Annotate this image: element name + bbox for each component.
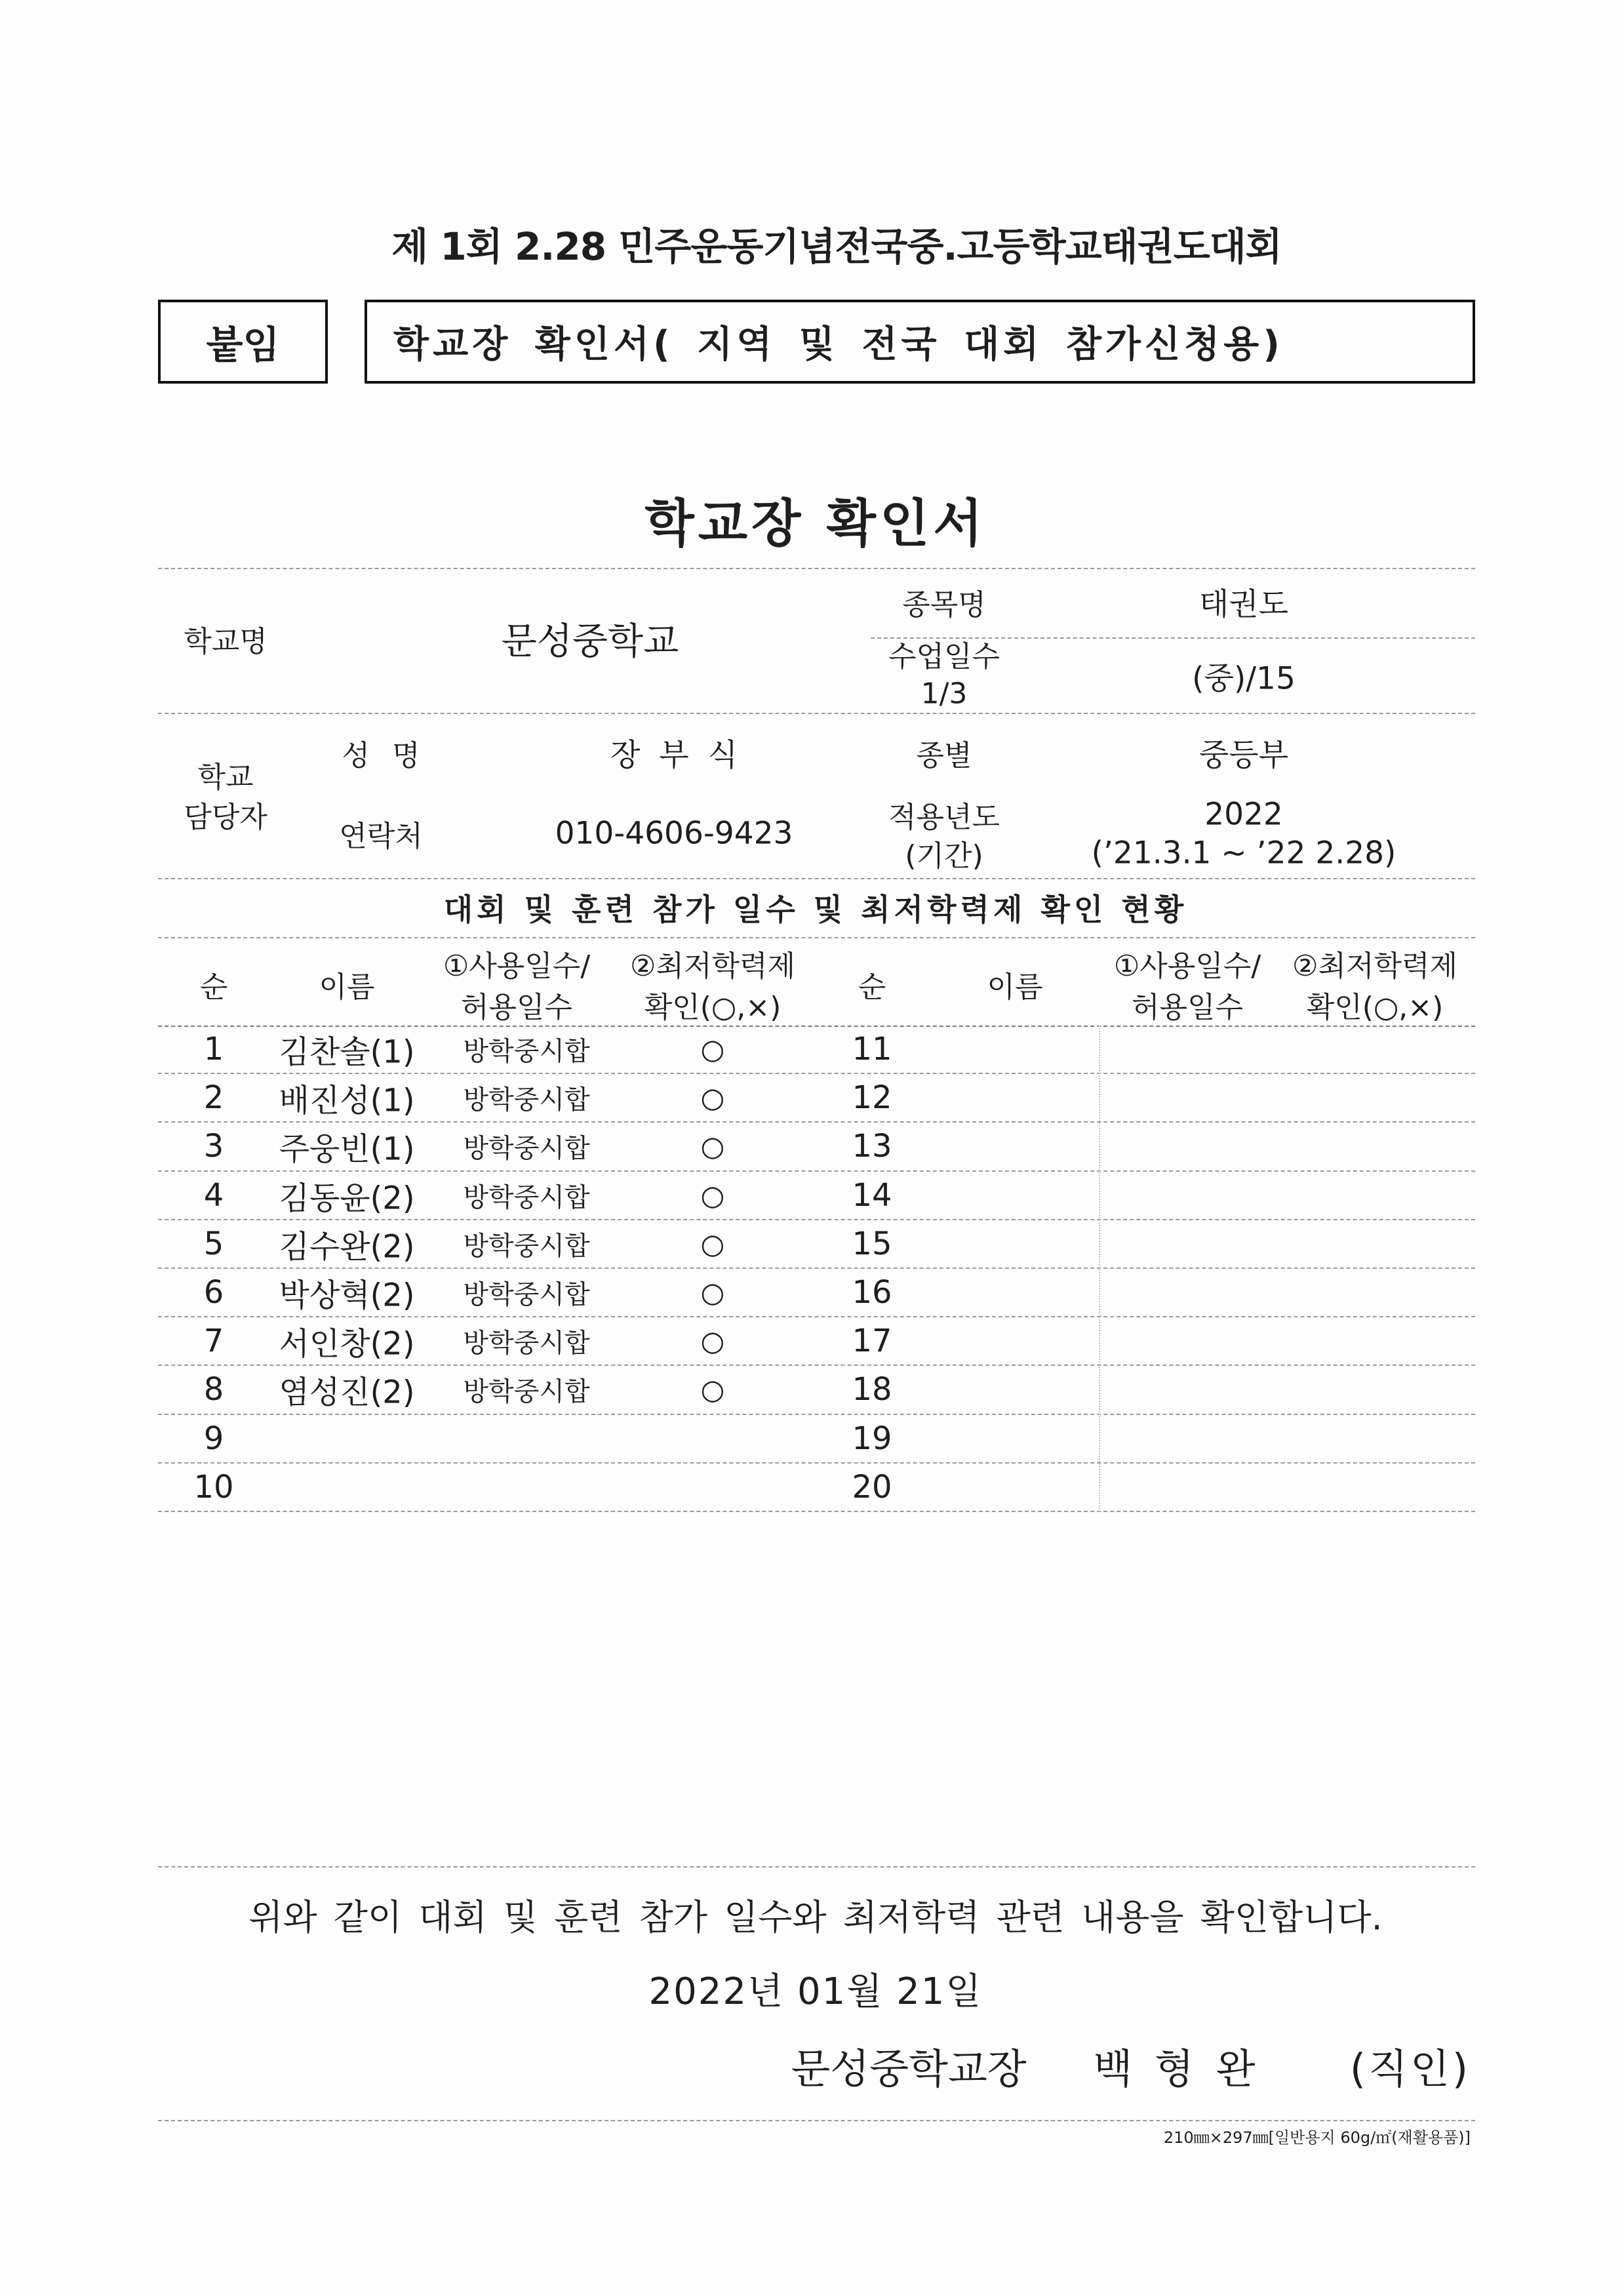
right-row-number: 14 bbox=[852, 1176, 892, 1214]
school-name: 문성중학교 bbox=[501, 620, 679, 663]
attachment-title: 학교장 확인서( 지역 및 전국 대회 참가신청용) bbox=[393, 323, 1284, 366]
principal-title: 문성중학교장 bbox=[791, 2045, 1027, 2093]
left-row-number: 8 bbox=[203, 1371, 224, 1408]
left-usage-days: 방학중시합 bbox=[463, 1279, 590, 1310]
attachment-title-box bbox=[365, 300, 1475, 384]
left-usage-days: 방학중시합 bbox=[463, 1036, 590, 1067]
right-row-number: 20 bbox=[852, 1468, 892, 1506]
apply-year-label: 적용년도 bbox=[888, 801, 1000, 834]
confirmation-statement: 위와 같이 대회 및 훈련 참가 일수와 최저학력 관련 내용을 확인합니다. bbox=[248, 1896, 1383, 1938]
left-academic-check: ○ bbox=[700, 1179, 725, 1212]
left-academic-check: ○ bbox=[700, 1033, 725, 1066]
table-row bbox=[158, 1464, 1475, 1512]
left-row-number: 5 bbox=[203, 1225, 224, 1262]
right-row-number: 11 bbox=[852, 1031, 892, 1068]
right-row-number: 18 bbox=[852, 1371, 892, 1408]
class-days-ratio: 1/3 bbox=[921, 677, 968, 711]
table-row bbox=[158, 1026, 1475, 1074]
event-title: 제 1회 2.28 민주운동기념전국중.고등학교태권도대회 bbox=[391, 224, 1282, 269]
apply-period-label: (기간) bbox=[905, 839, 983, 873]
left-usage-days: 방학중시합 bbox=[463, 1085, 590, 1115]
table-row bbox=[158, 1317, 1475, 1366]
column-header-name-right: 이름 bbox=[987, 970, 1043, 1004]
left-academic-check: ○ bbox=[700, 1373, 725, 1406]
column-header-check-sub-right: 확인(○,×) bbox=[1306, 991, 1444, 1024]
table-row bbox=[158, 1415, 1475, 1464]
confirmation-date: 2022년 01월 21일 bbox=[648, 1970, 983, 2013]
table-row bbox=[158, 1123, 1475, 1171]
left-row-number: 7 bbox=[203, 1323, 224, 1360]
column-header-usage: ①사용일수/ bbox=[443, 949, 591, 983]
manager-label-line1: 학교 bbox=[197, 761, 254, 794]
manager-label-line2: 담당자 bbox=[184, 801, 267, 834]
left-student-name: 박상혁(2) bbox=[279, 1277, 415, 1314]
manager-name: 장 부 식 bbox=[610, 737, 738, 774]
left-student-name: 김동윤(2) bbox=[279, 1180, 415, 1217]
right-row-number: 19 bbox=[852, 1420, 892, 1457]
document-title: 학교장 확인서 bbox=[644, 494, 987, 553]
column-header-usage-sub: 허용일수 bbox=[460, 991, 573, 1024]
divider bbox=[158, 713, 1475, 714]
table-row bbox=[158, 1366, 1475, 1414]
left-academic-check: ○ bbox=[700, 1276, 725, 1309]
left-usage-days: 방학중시합 bbox=[463, 1182, 590, 1213]
school-name-label: 학교명 bbox=[184, 625, 267, 658]
table-row bbox=[158, 1074, 1475, 1123]
left-student-name: 김찬솔(1) bbox=[279, 1033, 415, 1071]
column-header-name: 이름 bbox=[319, 970, 375, 1004]
left-academic-check: ○ bbox=[700, 1325, 725, 1357]
sport-label: 종목명 bbox=[902, 588, 986, 622]
column-header-no: 순 bbox=[199, 970, 228, 1004]
left-student-name: 서인창(2) bbox=[279, 1325, 415, 1363]
attachment-label-box bbox=[158, 300, 328, 384]
divider bbox=[158, 937, 1475, 938]
attachment-label: 붙임 bbox=[206, 323, 280, 367]
table-row bbox=[158, 1269, 1475, 1317]
left-academic-check: ○ bbox=[700, 1081, 725, 1114]
left-usage-days: 방학중시합 bbox=[463, 1328, 590, 1359]
left-usage-days: 방학중시합 bbox=[463, 1376, 590, 1407]
left-student-name: 김수완(2) bbox=[279, 1228, 415, 1266]
left-row-number: 2 bbox=[203, 1079, 224, 1117]
column-header-usage-right: ①사용일수/ bbox=[1113, 949, 1261, 983]
left-row-number: 4 bbox=[203, 1176, 224, 1214]
divider bbox=[158, 568, 1475, 569]
column-header-check-sub: 확인(○,×) bbox=[644, 991, 782, 1024]
left-student-name: 주웅빈(1) bbox=[279, 1130, 415, 1168]
column-header-check-right: ②최저학력제 bbox=[1292, 949, 1457, 983]
right-row-number: 13 bbox=[852, 1128, 892, 1165]
paper-spec: 210㎜×297㎜[일반용지 60g/㎡(재활용품)] bbox=[1163, 2128, 1471, 2147]
right-row-number: 12 bbox=[852, 1079, 892, 1117]
principal-name: 백 형 완 bbox=[1093, 2045, 1256, 2093]
divider bbox=[158, 2120, 1475, 2121]
column-header-check: ②최저학력제 bbox=[630, 949, 795, 983]
participation-table-body bbox=[158, 1026, 1475, 1512]
class-days-value: (중)/15 bbox=[1192, 660, 1296, 697]
name-label: 성 명 bbox=[342, 739, 420, 772]
sport: 태권도 bbox=[1198, 586, 1289, 623]
phone: 010-4606-9423 bbox=[555, 815, 793, 852]
left-row-number: 1 bbox=[203, 1031, 224, 1068]
left-academic-check: ○ bbox=[700, 1227, 725, 1260]
divider bbox=[158, 878, 1475, 879]
left-row-number: 9 bbox=[203, 1420, 224, 1457]
left-academic-check: ○ bbox=[700, 1130, 725, 1163]
right-row-number: 16 bbox=[852, 1274, 892, 1311]
phone-label: 연락처 bbox=[339, 820, 423, 853]
column-header-usage-sub-right: 허용일수 bbox=[1131, 991, 1244, 1024]
left-row-number: 3 bbox=[203, 1128, 224, 1165]
table-row bbox=[158, 1172, 1475, 1220]
right-row-number: 17 bbox=[852, 1323, 892, 1360]
left-usage-days: 방학중시합 bbox=[463, 1133, 590, 1164]
left-row-number: 10 bbox=[193, 1468, 234, 1506]
left-student-name: 배진성(1) bbox=[279, 1082, 415, 1119]
table-row bbox=[158, 1220, 1475, 1269]
division-label: 종별 bbox=[916, 739, 972, 772]
column-header-no-right: 순 bbox=[858, 970, 886, 1004]
section-title: 대회 및 훈련 참가 일수 및 최저학력제 확인 현황 bbox=[443, 892, 1188, 927]
left-usage-days: 방학중시합 bbox=[463, 1231, 590, 1262]
division: 중등부 bbox=[1198, 737, 1289, 774]
apply-period: (’21.3.1 ~ ’22 2.28) bbox=[1091, 835, 1396, 871]
left-row-number: 6 bbox=[203, 1274, 224, 1311]
right-row-number: 15 bbox=[852, 1225, 892, 1262]
class-days-label: 수업일수 bbox=[888, 640, 1000, 673]
seal-mark: (직인) bbox=[1349, 2045, 1471, 2093]
divider bbox=[158, 1866, 1475, 1867]
column-divider bbox=[1099, 1026, 1100, 1512]
left-student-name: 염성진(2) bbox=[279, 1374, 415, 1411]
apply-year: 2022 bbox=[1204, 796, 1283, 833]
